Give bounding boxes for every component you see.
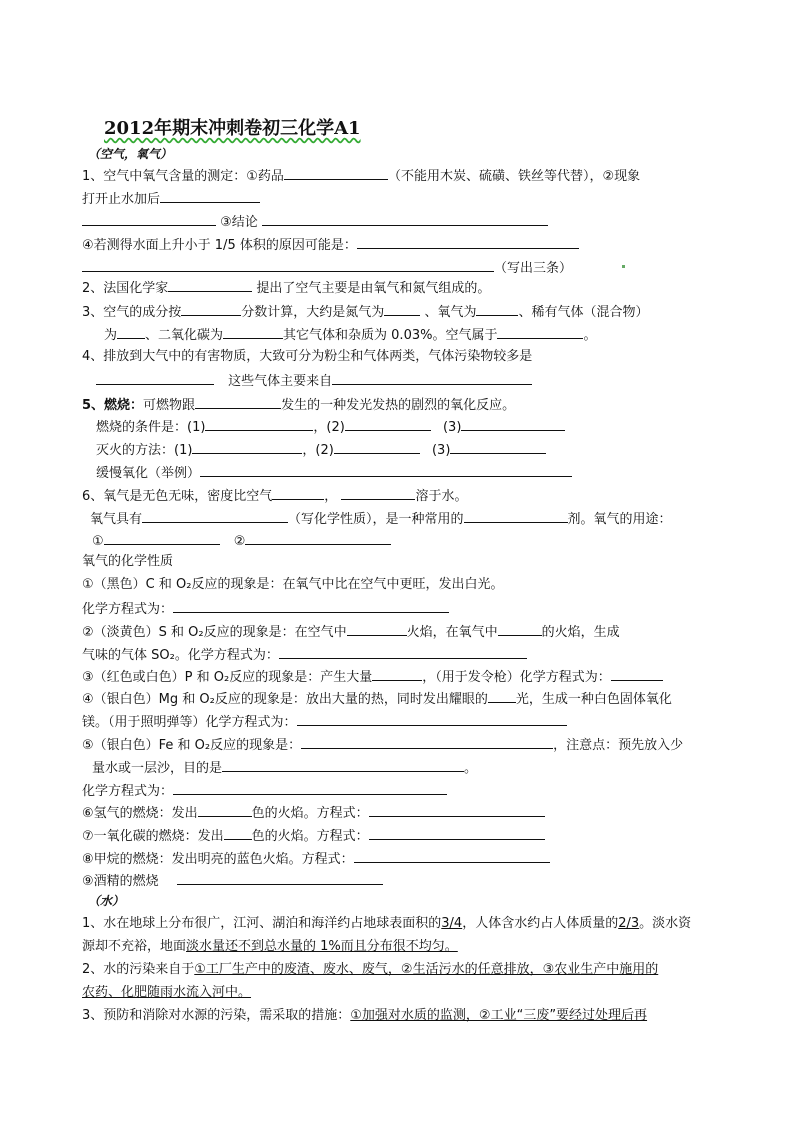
- text: 氧气具有: [90, 512, 143, 527]
- answer-blank[interactable]: [279, 646, 527, 659]
- answer-blank[interactable]: [488, 690, 516, 703]
- text: 。: [464, 761, 478, 776]
- text: ⑤（银白色）Fe 和 O₂反应的现象是：: [82, 738, 302, 753]
- answer-blank[interactable]: [82, 213, 216, 226]
- text: ③（红色或白色）P 和 O₂反应的现象是：产生大量: [82, 670, 373, 685]
- text: 火焰，在氧气中: [406, 625, 498, 640]
- text: 2、水的污染来自于: [82, 962, 195, 977]
- answer-blank[interactable]: [476, 303, 518, 316]
- text: 溶于水。: [415, 489, 468, 504]
- combustion-carbon-monoxide: [82, 827, 545, 845]
- answer-blank[interactable]: [611, 668, 663, 681]
- answer-blank[interactable]: [200, 464, 572, 477]
- text: 、氧气为: [424, 305, 477, 320]
- section-heading-water: （水）: [88, 894, 125, 908]
- answer-blank[interactable]: [345, 418, 431, 431]
- water-question-2-line-1: [82, 962, 658, 978]
- question-1-line-4: [82, 236, 579, 254]
- answer-blank[interactable]: [464, 510, 568, 523]
- question-1-line-2: [82, 190, 260, 208]
- text: 发生的一种发光发热的剧烈的氧化反应。: [281, 398, 516, 413]
- text: ，人体含水约占人体质量的: [462, 916, 619, 931]
- text: 为: [104, 328, 118, 343]
- answer-blank[interactable]: [222, 759, 464, 772]
- answer-blank[interactable]: [245, 532, 391, 545]
- answer-blank[interactable]: [332, 372, 532, 385]
- answer-blank[interactable]: [334, 441, 420, 454]
- text: 灭火的方法：(1): [96, 443, 193, 458]
- text: 这些气体主要来自: [228, 374, 333, 389]
- water-question-2-line-2: [82, 985, 251, 1001]
- reaction-magnesium-line-2: [82, 713, 567, 731]
- combustion-alcohol: [82, 872, 383, 890]
- text: (3): [431, 443, 451, 458]
- text: 色的火焰。方程式：: [251, 829, 369, 844]
- text: ①加强对水质的监测，②工业“三废”要经过处理后再: [350, 1008, 648, 1023]
- answer-blank[interactable]: [224, 827, 252, 840]
- text: 。淡水资: [639, 916, 692, 931]
- reaction-carbon-equation: [82, 600, 449, 618]
- answer-blank[interactable]: [104, 532, 220, 545]
- text: 1、水在地球上分布很广，江河、湖泊和海洋约占地球表面积的: [82, 916, 442, 931]
- text: 、二氧化碳为: [145, 328, 224, 343]
- answer-blank[interactable]: [272, 487, 324, 500]
- question-3-line-2: [104, 326, 596, 344]
- text: ②: [233, 534, 246, 549]
- answer-blank[interactable]: [262, 213, 548, 226]
- text: 气味的气体 SO₂。化学方程式为：: [82, 648, 279, 663]
- text: （写化学性质），是一种常用的: [288, 512, 464, 527]
- answer-blank[interactable]: [160, 190, 260, 203]
- text: 剂。氧气的用途：: [567, 512, 672, 527]
- answer-blank[interactable]: [461, 418, 565, 431]
- text: ①工厂生产中的废渣、废水、废气，②生活污水的任意排放，③农业生产中施用的: [194, 962, 659, 977]
- fire-extinguishing-methods: [96, 441, 546, 459]
- text: 1、空气中氧气含量的测定：①药品: [82, 169, 284, 184]
- answer-blank[interactable]: [450, 441, 546, 454]
- combustion-methane: [82, 850, 550, 868]
- question-1-line-1: [82, 167, 640, 185]
- text: 化学方程式为：: [82, 602, 174, 617]
- text: 化学方程式为：: [82, 784, 174, 799]
- text: 燃烧的条件是：(1): [96, 420, 206, 435]
- combustion-conditions: [96, 418, 565, 436]
- text: ⑨酒精的燃烧: [82, 874, 159, 889]
- question-3-line-1: [82, 303, 648, 321]
- reaction-iron-equation: [82, 782, 447, 800]
- oxygen-chemical-properties-heading: 氧气的化学性质: [82, 554, 174, 569]
- text: 源却不充裕，地面: [82, 939, 187, 954]
- text: ④若测得水面上升小于 1/5 体积的原因可能是：: [82, 238, 357, 253]
- text: 可燃物跟: [143, 398, 196, 413]
- text: 6、氧气是无色无味，密度比空气: [82, 489, 273, 504]
- text: 。: [583, 328, 597, 343]
- water-question-3-line-1: [82, 1008, 647, 1024]
- text: 3、预防和消除对水源的污染，需采取的措施：: [82, 1008, 351, 1023]
- text: 的火焰，生成: [541, 625, 620, 640]
- answer-blank[interactable]: [357, 236, 579, 249]
- text: （不能用木炭、硫磺、铁丝等代替），②现象: [387, 169, 641, 184]
- question-4-line-2: [96, 372, 532, 390]
- question-6-line-2: [90, 510, 672, 528]
- text: (3): [442, 420, 462, 435]
- text: 镁。（用于照明弹等）化学方程式为：: [82, 715, 297, 730]
- answer-blank[interactable]: [341, 487, 415, 500]
- text: 2/3: [618, 916, 640, 931]
- text: 提出了空气主要是由氧气和氮气组成的。: [256, 281, 491, 296]
- reaction-iron-line-1: [82, 736, 683, 754]
- text: 色的火焰。方程式：: [251, 806, 369, 821]
- text: ⑧甲烷的燃烧：发出明亮的蓝色火焰。方程式：: [82, 852, 354, 867]
- answer-blank[interactable]: [205, 418, 313, 431]
- question-1-line-5: [82, 259, 572, 277]
- answer-blank[interactable]: [173, 600, 449, 613]
- answer-blank[interactable]: [301, 736, 553, 749]
- reaction-iron-line-2: [92, 759, 477, 777]
- oxygen-uses: [92, 532, 391, 550]
- text: ，(2): [313, 420, 345, 435]
- page-title: 2012年期末冲刺卷初三化学A1: [104, 118, 361, 139]
- reaction-carbon: ①（黑色）C 和 O₂反应的现象是：在氧气中比在空气中更旺，发出白光。: [82, 577, 504, 592]
- water-question-1-line-1: [82, 916, 691, 932]
- answer-blank[interactable]: [297, 713, 567, 726]
- text: ③结论: [220, 215, 258, 230]
- reaction-phosphorus: [82, 668, 663, 686]
- question-6-line-1: [82, 487, 467, 505]
- text: ，: [324, 489, 338, 504]
- text: ①: [92, 534, 104, 549]
- answer-blank[interactable]: [223, 326, 283, 339]
- text: 、稀有气体（混合物）: [518, 305, 649, 320]
- slow-oxidation: [96, 464, 572, 482]
- text: 农药、化肥随雨水流入河中。: [82, 985, 252, 1000]
- combustion-hydrogen: [82, 804, 545, 822]
- text: ，(2): [302, 443, 334, 458]
- question-1-line-3: [82, 213, 548, 231]
- text: （写出三条）: [494, 261, 573, 276]
- text: 2、法国化学家: [82, 281, 169, 296]
- answer-blank[interactable]: [117, 326, 145, 339]
- answer-blank[interactable]: [354, 850, 550, 863]
- answer-blank[interactable]: [497, 326, 583, 339]
- text: ⑥氢气的燃烧：发出: [82, 806, 198, 821]
- text: 缓慢氧化（举例）: [96, 466, 201, 481]
- answer-blank[interactable]: [177, 872, 383, 885]
- reaction-sulfur-line-1: [82, 623, 620, 641]
- text: ⑦一氧化碳的燃烧：发出: [82, 829, 224, 844]
- text: 打开止水加后: [82, 192, 161, 207]
- text: 淡水量还不到总水量的 1%而且分布很不均匀。: [186, 939, 458, 954]
- section-heading-air-oxygen: （空气，氧气）: [88, 147, 173, 161]
- answer-blank[interactable]: [284, 167, 388, 180]
- answer-blank[interactable]: [181, 303, 241, 316]
- answer-blank[interactable]: [192, 441, 302, 454]
- question-5-line-1: [82, 396, 515, 414]
- question-2: [82, 279, 490, 297]
- answer-blank[interactable]: [195, 396, 281, 409]
- text: 3、空气的成分按: [82, 305, 182, 320]
- answer-blank[interactable]: [372, 668, 422, 681]
- stray-mark: [622, 265, 625, 268]
- text: ，（用于发令枪）化学方程式为：: [422, 670, 611, 685]
- text: ④（银白色）Mg 和 O₂反应的现象是：放出大量的热，同时发出耀眼的: [82, 692, 488, 707]
- text: ，注意点：预先放入少: [553, 738, 684, 753]
- answer-blank[interactable]: [369, 804, 545, 817]
- answer-blank[interactable]: [142, 510, 288, 523]
- text: 5、燃烧：: [82, 398, 144, 413]
- text: 其它气体和杂质为 0.03%。空气属于: [283, 328, 498, 343]
- answer-blank[interactable]: [168, 279, 252, 292]
- answer-blank[interactable]: [173, 782, 447, 795]
- answer-blank[interactable]: [498, 623, 542, 636]
- answer-blank[interactable]: [96, 372, 214, 385]
- reaction-magnesium-line-1: [82, 690, 672, 708]
- text: ②（淡黄色）S 和 O₂反应的现象是：在空气中: [82, 625, 347, 640]
- answer-blank[interactable]: [384, 303, 420, 316]
- answer-blank[interactable]: [198, 804, 252, 817]
- answer-blank[interactable]: [82, 259, 494, 272]
- text: 光，生成一种白色固体氧化: [515, 692, 672, 707]
- question-4-line-1: 4、排放到大气中的有害物质，大致可分为粉尘和气体两类，气体污染物较多是: [82, 349, 533, 364]
- water-question-1-line-2: [82, 939, 458, 955]
- answer-blank[interactable]: [369, 827, 545, 840]
- text: 量水或一层沙，目的是: [92, 761, 223, 776]
- text: 3/4: [441, 916, 463, 931]
- answer-blank[interactable]: [347, 623, 407, 636]
- reaction-sulfur-line-2: [82, 646, 527, 664]
- text: 分数计算，大约是氮气为: [241, 305, 385, 320]
